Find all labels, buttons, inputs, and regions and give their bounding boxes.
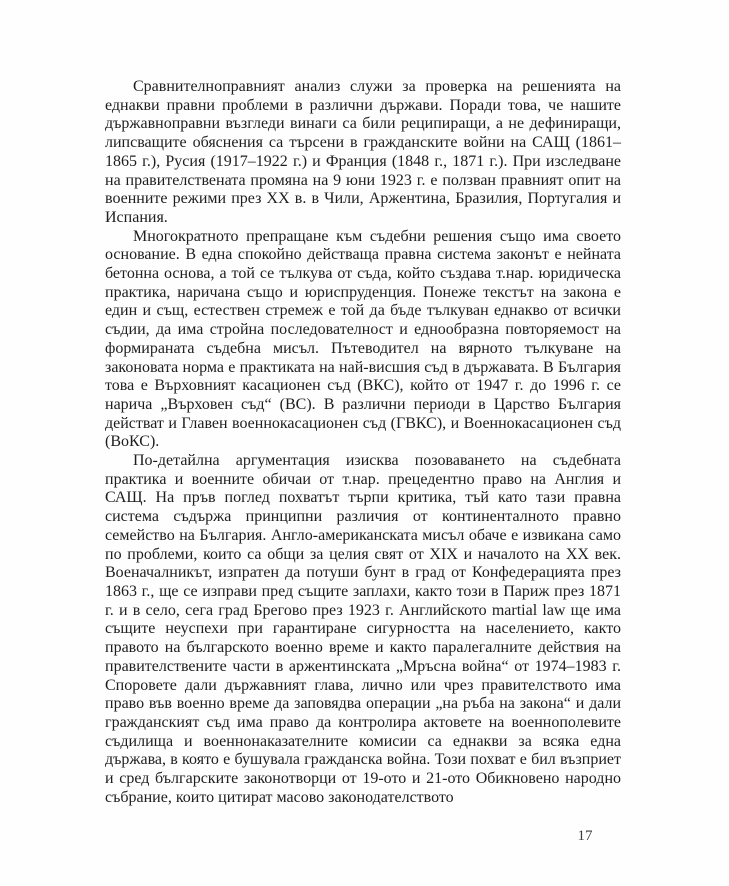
page-number: 17 — [577, 828, 593, 844]
page-text — [105, 78, 621, 807]
paragraph-comparative-analysis: Сравнителноправният анализ служи за проверка на решенията на еднакви правни проблеми в различни държави. Поради това, че нашите държавноправни възгледи винаги са били реципиращи, а не дефиниращи, липсващите обяснения са търсени в гражданските войни на САЩ (1861–1865 г.), Русия (1917–1922 г.) и Франция (1848 г., 1871 г.). При изследване на правителствената промяна на 9 юни 1923 г. е ползван правният опит на военните режими през XX в. в Чили, Аржентина, Бразилия, Португалия и Испания. — [105, 78, 621, 226]
paragraph-court-decisions: Многократното препращане към съдебни решения също има своето основание. В една спокойно действаща правна система законът е нейната бетонна основа, а той се тълкува от съда, който създава т.нар. юридическа практика, наричана също и юриспруденция. Понеже текстът на закона е един и същ, естествен стремеж е той да бъде тълкуван еднакво от всички съдии, да има стройна последователност и еднообразна повторяемост на формираната съдебна мисъл. Пътеводител на вярното тълкуване на законовата норма е практиката на най-висшия съд в държавата. В България това е Върховният касационен съд (ВКС), който от 1947 г. до 1996 г. се нарича „Върховен съд“ (ВС). В различни периоди в Царство България действат и Главен военнокасационен съд (ГВКС), и Военнокасационен съд (ВоКС). — [105, 227, 621, 451]
paragraph-precedent-law: По-детайлна аргументация изисква позоваването на съдебната практика и военните обичаи от т.нар. прецедентно право на Англия и САЩ. На пръв поглед похватът търпи критика, тъй като тази правна система съдържа принципни различия от континенталното правно семейство на България. Англо-американската мисъл обаче е извикана само по проблеми, които са общи за целия свят от XIX и началото на XX век. Военачалникът, изпратен да потуши бунт в град от Конфедерацията през 1863 г., ще се изправи пред същите заплахи, както този в Париж през 1871 г. и в село, сега град Брегово през 1923 г. Английското martial law ще има същите неуспехи при гарантиране сигурността на населението, както правото на българското военно време и както паралегалните действия на правителствените части в аржентинската „Мръсна война“ от 1974–1983 г. Споровете дали държавният глава, лично или чрез правителството има право във военно време да заповядва операции „на ръба на закона“ и дали гражданският съд има право да контролира актовете на военнополевите съдилища и военнонаказателните комисии са еднакви за всяка една държава, в която е бушувала гражданска война. Този похват е бил възприет и сред българските законотворци от 19-ото и 21-ото Обикновено народно събрание, които цитират масово законодателството — [105, 452, 621, 806]
